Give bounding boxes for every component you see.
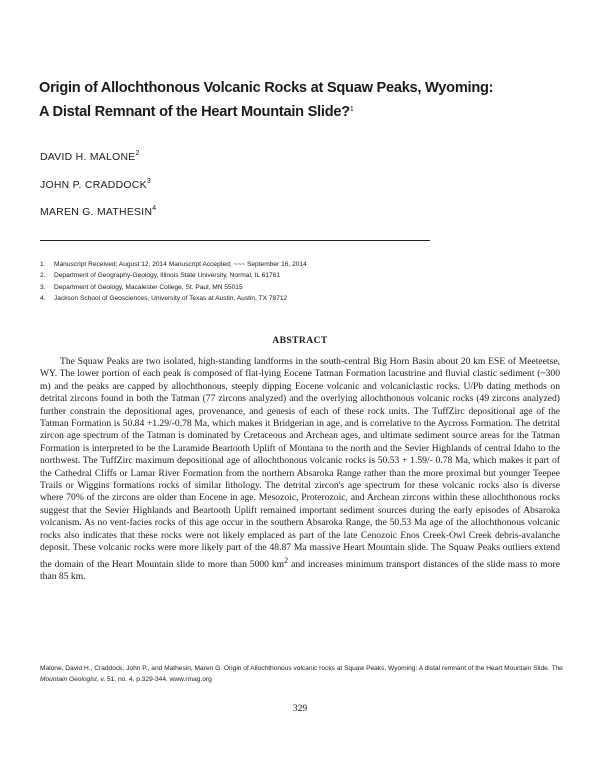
author-footnote-mark: 3 — [146, 178, 152, 185]
citation — [40, 664, 565, 685]
footnote-divider — [40, 240, 430, 241]
footnote-number: 3. — [40, 283, 46, 291]
abstract-text-end: and increases minimum transport distances of the slide mass to more than 85 km. — [40, 558, 561, 583]
footnote-text: Department of Geography-Geology, Illinois State University, Normal, IL 61761 — [54, 272, 281, 280]
article-title — [39, 78, 569, 123]
author-footnote-mark: 4 — [152, 205, 157, 212]
title-line-2 — [39, 99, 569, 123]
author-1 — [40, 150, 140, 163]
abstract-heading: ABSTRACT — [272, 335, 328, 346]
abstract-text: The Squaw Peaks are two isolated, high-standing landforms in the south-central Big Horn Basin about 20 km ESE of Meeteetse, WY. The lower portion of each peak is composed of flat-lying Eocene Tatman Formation lacustrine and fluvial clastic sediment (~300 m) and the peaks are capped by allochthonous, steeply dipping Eocene volcanic and volcaniclastic rocks. U/Pb dating methods on detrital zircons found in both the Tatman (77 zircons analyzed) and the overlying allochthonous volcanic rocks (49 zircons analyzed) further constrain the depositional ages, provenance, and genesis of each of these rock units. The TuffZirc depositional age of the Tatman Formation is 50.84 +1.29/-0.78 Ma, which makes it Bridgerian in age, and is correlative to the Aycross Formation. The detrital zircon age spectrum of the Tatman is dominated by Cretaceous and Archean ages, and ultimate sediment source areas for the Tatman Formation is interpreted to be the Laramide Beartooth Uplift of Montana to the north and the Sevier Highlands of central Idaho to the northwest. The TuffZirc maximum depositional age of allochthonous volcanic rocks is 50.53 + 1.59/- 0.78 Ma, which makes it part of the Cathedral Cliffs or Lamar River Formation from the northern Absaroka Range rather than the more proximal but younger Teepee Trails or Wiggins formations rocks of similar lithology. The detrital zircon's age spectrum for these volcanic rocks also is diverse where 70% of the zircons are older than Eocene in age. Mesozoic, Proterozoic, and Archean zircons within these allochthonous rocks suggest that the Sevier Highlands and Beartooth Uplift remained important sediment sources during the early episodes of Absaroka volcanism. As no vent-facies rocks of this age occur in the southern Absaroka Range, the 50.53 Ma age of the allochthonous volcanic rocks also indicates that these rocks were not likely emplaced as part of the late Cenozoic Enos Creek-Owl Creek debris-avalanche deposit. These volcanic rocks were more likely part of the 48.87 Ma massive Heart Mountain slide. The Squaw Peaks outliers extend the domain of the Heart Mountain slide to more than 5000 km — [40, 356, 560, 570]
footnote-number: 4. — [40, 294, 46, 302]
footnote-text: Jackson School of Geosciences, University of Texas at Austin, Austin, TX 78712 — [54, 294, 288, 302]
title-footnote-mark: 1 — [349, 106, 354, 113]
footnote-text: Manuscript Received; August 12, 2014 Manuscript Accepted; ~~~ September 16, 2014 — [54, 261, 307, 268]
footnote-list — [40, 259, 540, 304]
title-line-2-text: A Distal Remnant of the Heart Mountain Slide? — [39, 104, 350, 120]
title-line-1: Origin of Allochthonous Volcanic Rocks at Squaw Peaks, Wyoming: — [39, 80, 494, 96]
citation-journal: The Mountain Geologist — [40, 665, 563, 683]
page-number: 329 — [292, 703, 308, 714]
author-name: DAVID H. MALONE — [40, 152, 136, 163]
abstract-superscript: 2 — [284, 555, 289, 565]
footnote-number: 1. — [40, 261, 46, 268]
abstract-body — [40, 356, 560, 584]
author-footnote-mark: 2 — [135, 150, 140, 157]
citation-details: , v. 51, no. 4, p.329-344. www.rmag.org — [96, 675, 212, 683]
citation-text: Malone, David H., Craddock, John P., and Mathesin, Maren G. Origin of Allochthonous volcanic rocks at Squaw Peaks, Wyoming: A distal remnant of the Heart Mountain Slide. — [40, 665, 552, 672]
footnote-text: Department of Geology, Macalester College, St. Paul, MN 55015 — [54, 283, 243, 291]
footnote-number: 2. — [40, 272, 46, 280]
author-name: MAREN G. MATHESIN — [40, 207, 153, 218]
author-name: JOHN P. CRADDOCK — [40, 180, 147, 191]
footnote-item — [40, 270, 540, 281]
footnote-item — [40, 282, 540, 293]
author-3 — [40, 205, 157, 218]
footnote-item — [40, 293, 540, 304]
footnote-item — [40, 259, 540, 270]
author-2 — [40, 178, 151, 191]
